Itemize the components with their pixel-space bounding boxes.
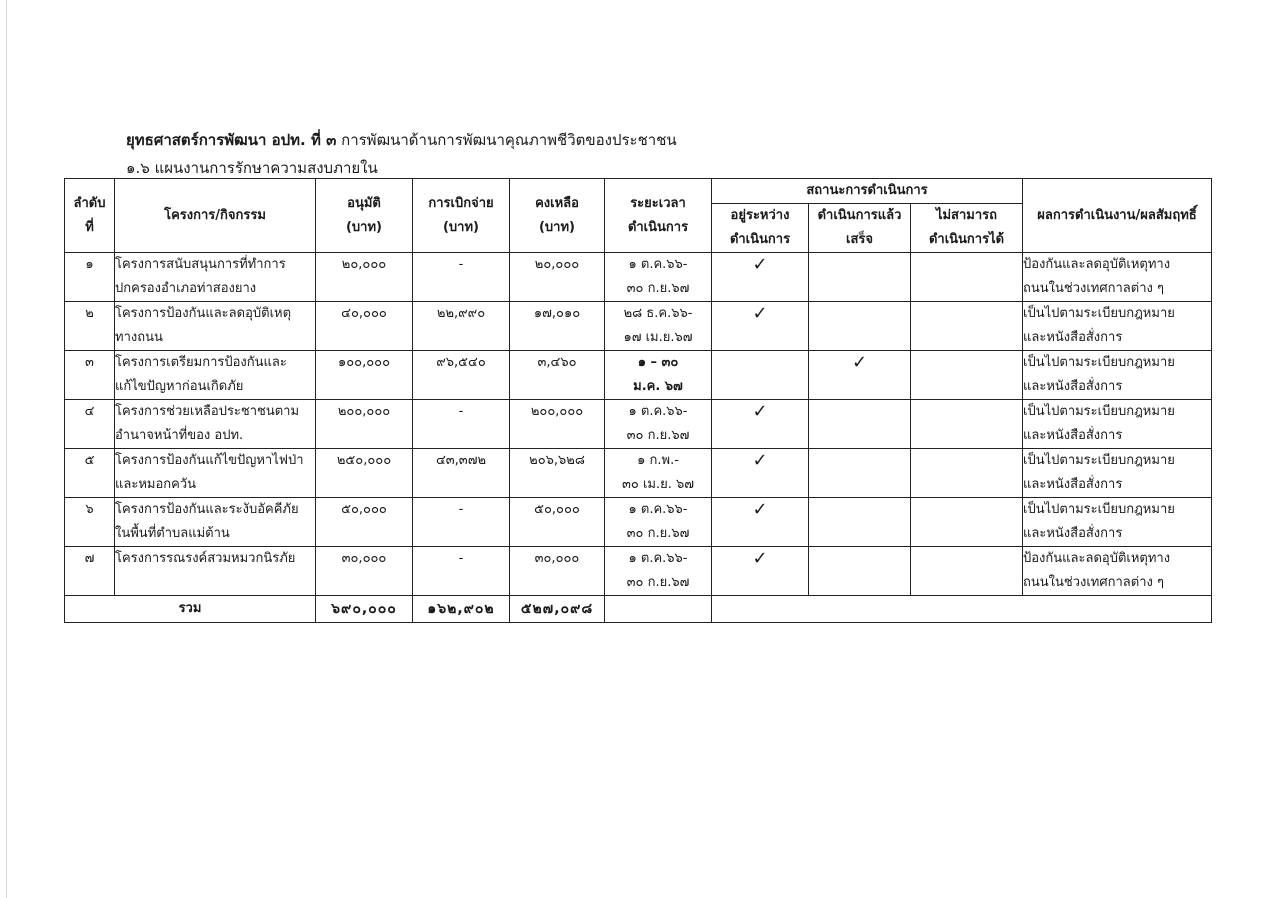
- status-inprogress-cell: [712, 400, 809, 449]
- row-result: ป้องกันและลดอุบัติเหตุทาง ถนนในช่วงเทศกาลต่าง ๆ: [1023, 253, 1212, 302]
- check-icon: ✓: [752, 401, 768, 422]
- row-remaining: ๓,๔๖๐: [510, 351, 605, 400]
- row-disbursed: -: [413, 498, 510, 547]
- row-period: ๑ ต.ค.๖๖- ๓๐ ก.ย.๖๗: [605, 253, 712, 302]
- header-approved: อนุมัติ (บาท): [316, 179, 413, 253]
- row-result: เป็นไปตามระเบียบกฎหมาย และหนังสือสั่งการ: [1023, 498, 1212, 547]
- row-approved: ๑๐๐,๐๐๐: [316, 351, 413, 400]
- row-project: โครงการป้องกันและระงับอัคคีภัย ในพื้นที่ตำบลแม่ต้าน: [115, 498, 316, 547]
- header-status-unable: ไม่สามารถ ดำเนินการได้: [911, 204, 1023, 253]
- row-no: ๓: [65, 351, 115, 400]
- row-period: ๑ ก.พ.- ๓๐ เม.ย. ๖๗: [605, 449, 712, 498]
- row-disbursed: -: [413, 547, 510, 596]
- status-unable-cell: [911, 351, 1023, 400]
- row-project: โครงการสนับสนุนการที่ทำการ ปกครองอำเภอท่าสองยาง: [115, 253, 316, 302]
- header-project: โครงการ/กิจกรรม: [115, 179, 316, 253]
- row-period: ๑ ต.ค.๖๖- ๓๐ ก.ย.๖๗: [605, 400, 712, 449]
- check-icon: ✓: [752, 450, 768, 471]
- project-table: [64, 178, 1212, 623]
- row-project: โครงการป้องกันแก้ไขปัญหาไฟป่า และหมอกควัน: [115, 449, 316, 498]
- status-inprogress-cell: [712, 449, 809, 498]
- total-approved: ๖๙๐,๐๐๐: [316, 596, 413, 623]
- status-done-cell: [809, 351, 911, 400]
- strategy-title: ยุทธศาสตร์การพัฒนา อปท. ที่ ๓: [126, 131, 337, 149]
- total-row: [65, 596, 1212, 623]
- header-result: ผลการดำเนินงาน/ผลสัมฤทธิ์: [1023, 179, 1212, 253]
- header-period: ระยะเวลา ดำเนินการ: [605, 179, 712, 253]
- row-remaining: ๓๐,๐๐๐: [510, 547, 605, 596]
- total-remaining: ๕๒๗,๐๙๘: [510, 596, 605, 623]
- table-row: [65, 547, 1212, 596]
- header-status-group: สถานะการดำเนินการ: [712, 179, 1023, 204]
- table-row: [65, 351, 1212, 400]
- row-approved: ๒๐๐,๐๐๐: [316, 400, 413, 449]
- row-period: ๑ ต.ค.๖๖- ๓๐ ก.ย.๖๗: [605, 547, 712, 596]
- header-remaining: คงเหลือ (บาท): [510, 179, 605, 253]
- row-project: โครงการป้องกันและลดอุบัติเหตุ ทางถนน: [115, 302, 316, 351]
- row-remaining: ๒๐๐,๐๐๐: [510, 400, 605, 449]
- header-status-inprogress: อยู่ระหว่าง ดำเนินการ: [712, 204, 809, 253]
- status-unable-cell: [911, 253, 1023, 302]
- check-icon: ✓: [752, 499, 768, 520]
- strategy-description: การพัฒนาด้านการพัฒนาคุณภาพชีวิตของประชาชน: [341, 131, 677, 149]
- status-unable-cell: [911, 498, 1023, 547]
- status-done-cell: [809, 253, 911, 302]
- row-remaining: ๒๐,๐๐๐: [510, 253, 605, 302]
- row-disbursed: ๙๖,๕๔๐: [413, 351, 510, 400]
- row-no: ๑: [65, 253, 115, 302]
- row-period: ๒๘ ธ.ค.๖๖- ๑๗ เม.ย.๖๗: [605, 302, 712, 351]
- header-disbursed: การเบิกจ่าย (บาท): [413, 179, 510, 253]
- check-icon: ✓: [851, 352, 868, 373]
- row-disbursed: -: [413, 400, 510, 449]
- table-row: [65, 498, 1212, 547]
- status-inprogress-cell: [712, 302, 809, 351]
- status-inprogress-cell: [712, 253, 809, 302]
- table-row: [65, 302, 1212, 351]
- page-edge: [6, 0, 7, 898]
- total-period-empty: [605, 596, 712, 623]
- status-unable-cell: [911, 449, 1023, 498]
- strategy-heading: [126, 128, 677, 152]
- row-period: ๑ ต.ค.๖๖- ๓๐ ก.ย.๖๗: [605, 498, 712, 547]
- status-done-cell: [809, 498, 911, 547]
- row-no: ๖: [65, 498, 115, 547]
- row-period: ๑ – ๓๐ ม.ค. ๖๗: [605, 351, 712, 400]
- row-no: ๒: [65, 302, 115, 351]
- row-project: โครงการรณรงค์สวมหมวกนิรภัย: [115, 547, 316, 596]
- status-unable-cell: [911, 547, 1023, 596]
- row-disbursed: -: [413, 253, 510, 302]
- row-no: ๗: [65, 547, 115, 596]
- header-no: ลำดับ ที่: [65, 179, 115, 253]
- total-label: รวม: [65, 596, 316, 623]
- status-inprogress-cell: [712, 547, 809, 596]
- status-done-cell: [809, 449, 911, 498]
- row-approved: ๕๐,๐๐๐: [316, 498, 413, 547]
- header-status-done: ดำเนินการแล้ว เสร็จ: [809, 204, 911, 253]
- row-result: ป้องกันและลดอุบัติเหตุทาง ถนนในช่วงเทศกาลต่าง ๆ: [1023, 547, 1212, 596]
- table-row: [65, 400, 1212, 449]
- row-remaining: ๑๗,๐๑๐: [510, 302, 605, 351]
- status-inprogress-cell: [712, 351, 809, 400]
- status-unable-cell: [911, 302, 1023, 351]
- row-remaining: ๒๐๖,๖๒๘: [510, 449, 605, 498]
- row-project: โครงการเตรียมการป้องกันและ แก้ไขปัญหาก่อนเกิดภัย: [115, 351, 316, 400]
- total-status-empty: [712, 596, 1212, 623]
- row-result: เป็นไปตามระเบียบกฎหมาย และหนังสือสั่งการ: [1023, 351, 1212, 400]
- table-row: [65, 253, 1212, 302]
- header-row-1: [65, 179, 1212, 204]
- check-icon: ✓: [752, 254, 768, 275]
- status-unable-cell: [911, 400, 1023, 449]
- status-inprogress-cell: [712, 498, 809, 547]
- row-result: เป็นไปตามระเบียบกฎหมาย และหนังสือสั่งการ: [1023, 302, 1212, 351]
- row-approved: ๒๐,๐๐๐: [316, 253, 413, 302]
- row-approved: ๒๕๐,๐๐๐: [316, 449, 413, 498]
- check-icon: ✓: [752, 548, 768, 569]
- row-remaining: ๕๐,๐๐๐: [510, 498, 605, 547]
- row-disbursed: ๒๒,๙๙๐: [413, 302, 510, 351]
- row-approved: ๔๐,๐๐๐: [316, 302, 413, 351]
- row-result: เป็นไปตามระเบียบกฎหมาย และหนังสือสั่งการ: [1023, 449, 1212, 498]
- row-approved: ๓๐,๐๐๐: [316, 547, 413, 596]
- row-project: โครงการช่วยเหลือประชาชนตาม อำนาจหน้าที่ของ อปท.: [115, 400, 316, 449]
- row-result: เป็นไปตามระเบียบกฎหมาย และหนังสือสั่งการ: [1023, 400, 1212, 449]
- plan-heading: ๑.๖ แผนงานการรักษาความสงบภายใน: [126, 159, 378, 177]
- row-no: ๔: [65, 400, 115, 449]
- status-done-cell: [809, 547, 911, 596]
- table-row: [65, 449, 1212, 498]
- row-no: ๕: [65, 449, 115, 498]
- status-done-cell: [809, 302, 911, 351]
- row-disbursed: ๔๓,๓๗๒: [413, 449, 510, 498]
- check-icon: ✓: [752, 303, 768, 324]
- status-done-cell: [809, 400, 911, 449]
- total-disbursed: ๑๖๒,๙๐๒: [413, 596, 510, 623]
